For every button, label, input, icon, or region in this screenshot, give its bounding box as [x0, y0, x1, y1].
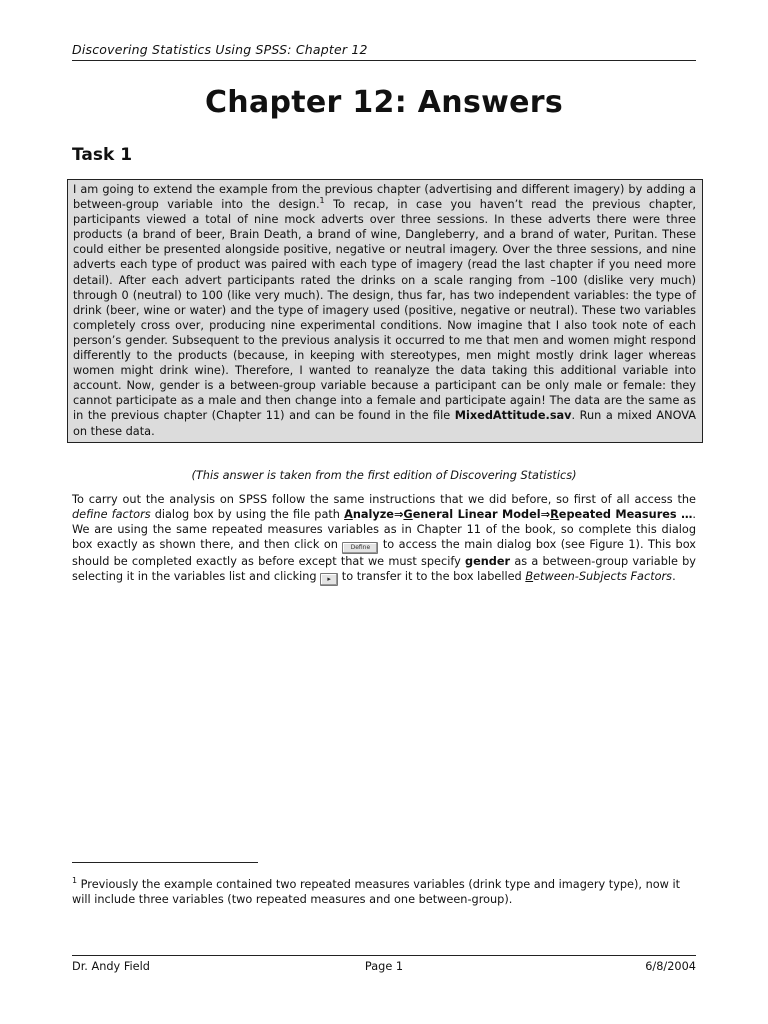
- define-factors-term: define factors: [72, 508, 151, 522]
- page-title: Chapter 12: Answers: [204, 85, 564, 120]
- define-button-icon: Define: [342, 542, 378, 554]
- task-text-end: . Run a mixed ANOVA on these data.: [73, 409, 696, 438]
- body-text-2: dialog box by using the file path: [150, 508, 345, 522]
- footnote-divider: [72, 862, 258, 863]
- menu-analyze-rest: nalyze: [352, 508, 394, 522]
- menu-rm-key: R: [550, 508, 559, 522]
- gender-variable: gender: [465, 555, 511, 569]
- menu-arrow-1: ⇒: [393, 508, 404, 522]
- body-text-7: .: [672, 570, 676, 584]
- data-file-name: MixedAttitude.sav: [454, 409, 572, 423]
- menu-glm-key: G: [403, 508, 413, 522]
- footer-date: 6/8/2004: [645, 960, 696, 973]
- menu-glm-rest: eneral Linear Model: [412, 508, 541, 522]
- bsf-key: B: [525, 570, 534, 584]
- body-text-4: to access the main dialog box (see Figure 1). This box should be completed exactly as before except that we must specify: [72, 538, 696, 569]
- body-text-6: to transfer it to the box labelled: [338, 570, 526, 584]
- footnote-marker: 1: [72, 876, 78, 886]
- footnote-reference: 1: [319, 196, 325, 206]
- body-text-3: . We are using the same repeated measures variables as in Chapter 11 of the book, so complete this dialog box exactly as shown there, and then click on: [72, 508, 696, 552]
- menu-arrow-2: ⇒: [540, 508, 551, 522]
- footnote-text: Previously the example contained two repeated measures variables (drink type and imagery type), now it will include three variables (two repeated measures and one between-group).: [72, 878, 681, 906]
- body-paragraph: [72, 492, 696, 586]
- task-text-start: I am going to extend the example from the previous chapter (advertising and different imagery) by adding a between-group variable into the design.: [73, 183, 696, 212]
- task-box: [67, 179, 703, 443]
- body-text-1: To carry out the analysis on SPSS follow the same instructions that we did before, so first of all access the: [72, 493, 696, 506]
- footer-page-number: Page 1: [364, 960, 404, 973]
- footnote: [72, 877, 696, 907]
- between-subjects-factors-label: [525, 570, 672, 583]
- running-header: Discovering Statistics Using SPSS: Chapter 12: [72, 42, 696, 61]
- menu-analyze-key: A: [344, 508, 353, 522]
- transfer-arrow-icon: ▸: [320, 573, 338, 586]
- menu-path: [344, 508, 692, 521]
- body-text-5: as a between-group variable by selecting it in the variables list and clicking: [72, 555, 696, 584]
- running-footer: [72, 955, 696, 973]
- menu-rm-rest: epeated Measures …: [558, 508, 693, 522]
- task-heading: Task 1: [72, 145, 133, 165]
- bsf-rest: etween-Subjects Factors: [533, 570, 673, 584]
- task-text-middle: To recap, in case you haven’t read the previous chapter, participants viewed a total of nine mock adverts over three sessions. In these adverts there were three products (a brand of beer, Brain Death, a brand of wine, Dangleberry, and a brand of water, Puritan. These could either be presented alongside positive, negative or neutral imagery. Over the three sessions, and nine adverts each type of product was paired with each type of imagery (read the last chapter if you need more detail). After each advert participants rated the drinks on a scale ranging from –100 (dislike very much) through 0 (neutral) to 100 (like very much). The design, thus far, has two independent variables: the type of drink (beer, wine or water) and the type of imagery used (positive, negative or neutral). These two variables completely cross over, producing nine experimental conditions. Now imagine that I also took note of each person’s gender. Subsequent to the previous analysis it occurred to me that men and women might respond differently to the products (because, in keeping with stereotypes, men might mostly drink lager whereas women might drink wine). Therefore, I wanted to reanalyze the data taking this additional variable into account. Now, gender is a between-group variable because a participant can be only male or female: they cannot participate as a male and then change into a female and participate again! The data are the same as in the previous chapter (Chapter 11) and can be found in the file: [73, 198, 697, 423]
- footer-author: Dr. Andy Field: [72, 960, 150, 973]
- answer-source-caption: (This answer is taken from the first edition of Discovering Statistics): [191, 469, 577, 482]
